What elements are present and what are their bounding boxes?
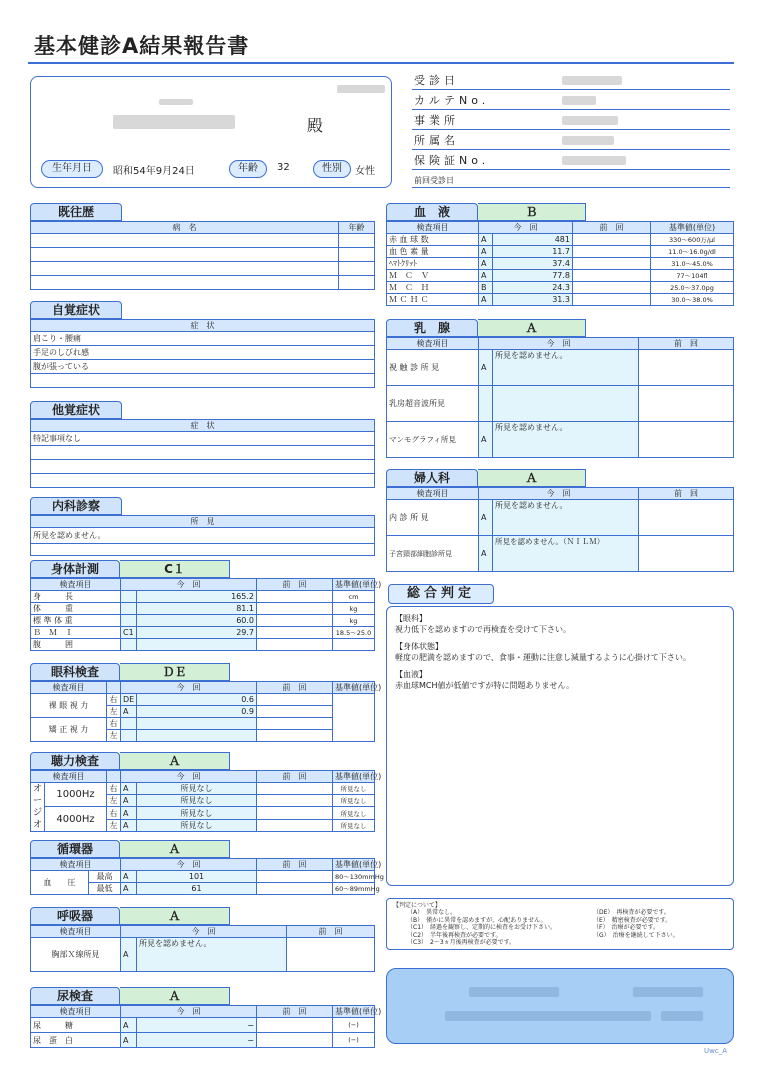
eye-header: 眼科検査 (30, 663, 120, 681)
subjective-table: 症 状 肩こり・腰痛 手足のしびれ感 腹が張っている (30, 319, 375, 388)
table-row: ﾍﾏﾄｸﾘｯﾄ A 37.4 31.0〜45.0% (387, 258, 734, 270)
age-label: 年齢 (229, 160, 267, 178)
list-item: 腹が張っている (31, 360, 375, 374)
table-row: Ｂ Ｍ Ｉ C1 29.7 18.5〜25.0 (31, 627, 375, 639)
table-row: Ｍ Ｃ Ｈ B 24.3 25.0〜37.0pg (387, 282, 734, 294)
history-table: 病 名 年齢 (30, 221, 375, 290)
hearing-header: 聴力検査 (30, 752, 120, 770)
blurred-clinic (469, 987, 559, 997)
honorific: 殿 (307, 116, 324, 135)
eye-table: 検査項目 今 回 前 回 基準値(単位) 裸 眼 視 力 右 DE 0.6 左 A 0.9 矯 正 視 力 右 左 (30, 681, 375, 742)
list-item: 手足のしびれ感 (31, 346, 375, 360)
body-table: 検査項目 今 回 前 回 基準値(単位) 身 長 165.2 cm 体 重 81.1 kg 標 準 体 重 60.0 kg Ｂ Ｍ Ｉ C1 29.7 18.5〜25.0 腹 囲 (30, 578, 375, 651)
urine-grade: Ａ (120, 987, 230, 1005)
table-row: 左 A 所見なし 所見なし (31, 795, 375, 807)
hearing-grade: Ａ (120, 752, 230, 770)
breast-header: 乳 腺 (386, 319, 478, 337)
blurred-address (445, 1011, 651, 1021)
overall-header: 総合判定 (388, 584, 494, 604)
blood-grade: Ｂ (478, 203, 586, 221)
respiratory-grade: Ａ (120, 907, 230, 925)
sex-value: 女性 (355, 166, 375, 177)
body-header: 身体計測 (30, 560, 120, 578)
table-row: Ｍ Ｃ Ｈ Ｃ A 31.3 30.0〜38.0% (387, 294, 734, 306)
table-row: 子宮頸部細胞診所見 A 所見を認めません。（ＮＩＬＭ） (387, 536, 734, 572)
info-row: カルテNo. (412, 92, 730, 110)
respiratory-header: 呼吸器 (30, 907, 120, 925)
table-row: 標 準 体 重 60.0 kg (31, 615, 375, 627)
list-item: 特記事項なし (31, 432, 375, 446)
table-row: 胸部Ｘ線所見 A 所見を認めません。 (31, 938, 375, 972)
overall-notes: 【眼科】 視力低下を認めますので再検査を受けて下さい。 【身体状態】 軽度の肥満を認めますので、食事・運動に注意し減量するように心掛けて下さい。 【血液】 赤血球MCH値が低値ですが特に問題ありません。 (386, 606, 734, 886)
breast-grade: Ａ (478, 319, 586, 337)
blood-table: 検査項目 今 回 前 回 基準値(単位) 赤 血 球 数 A 481 330〜600万/μl 血 色 素 量 A 11.7 11.0〜16.0g/dl ﾍﾏﾄｸﾘｯﾄ A 37.4 31.0〜45.0% Ｍ Ｃ Ｖ A 77.8 77〜104fl Ｍ Ｃ Ｈ B 24.3 25.0〜37.0pg Ｍ Ｃ Ｈ Ｃ A 31.3 30.0〜38.0% (386, 221, 734, 306)
circulation-table: 検査項目 今 回 前 回 基準値(単位) 血 圧 最高 A 101 80〜130mmHg 最低 A 61 60〜89mmHg (30, 858, 375, 895)
info-row: 所属名 (412, 132, 730, 150)
patient-box (30, 76, 392, 188)
blood-header: 血 液 (386, 203, 478, 221)
table-row: 4000Hz 右 A 所見なし 所見なし (31, 807, 375, 820)
grade-legend: 【判定について】 （A） 異常なし。 （B） 僅かに異常を認めますが、心配ありません。 （C1） 経過を観察し、定期的に検査をお受け下さい。 （C2） 半年後再検査が必要です。 （C3） 2〜3ヵ月後再検査が必要です。 （DE） 再検査が必要です。 （E） 精密検査が必要です。 （F） 治療が必要です。 （G） 治療を継続して下さい。 (386, 898, 734, 950)
hearing-table: 検査項目 今 回 前 回 基準値(単位) オージオ 1000Hz 右 A 所見なし 所見なし 左 A 所見なし 所見なし 4000Hz 右 A 所見なし 所見なし 左 A 所見なし 所見なし (30, 770, 375, 832)
gyn-header: 婦人科 (386, 469, 478, 487)
objective-header: 他覚症状 (30, 401, 122, 419)
subjective-header: 自覚症状 (30, 301, 122, 319)
circulation-grade: Ａ (120, 840, 230, 858)
table-row: 左 A 所見なし 所見なし (31, 820, 375, 832)
table-row: 最低 A 61 60〜89mmHg (31, 883, 375, 895)
list-item: 肩こり・腰痛 (31, 332, 375, 346)
gyn-table: 検査項目 今 回 前 回 内 診 所 見 A 所見を認めません。 子宮頸部細胞診所見 A 所見を認めません。（ＮＩＬＭ） (386, 487, 734, 572)
table-row: 視 触 診 所 見 A 所見を認めません。 (387, 350, 734, 386)
table-row: 血 圧 最高 A 101 80〜130mmHg (31, 871, 375, 883)
internal-table: 所 見 所見を認めません。 (30, 515, 375, 556)
blurred-kana (159, 99, 193, 105)
info-row: 前回受診日 (412, 172, 730, 188)
table-row: オージオ 1000Hz 右 A 所見なし 所見なし (31, 783, 375, 795)
form-code: Uwc_A (704, 1047, 727, 1055)
table-row: 赤 血 球 数 A 481 330〜600万/μl (387, 234, 734, 246)
sex-label: 性別 (313, 160, 351, 178)
blurred-name (113, 115, 235, 129)
table-row: Ｍ Ｃ Ｖ A 77.8 77〜104fl (387, 270, 734, 282)
urine-header: 尿検査 (30, 987, 120, 1005)
gyn-grade: Ａ (478, 469, 586, 487)
blurred-id (337, 85, 385, 93)
internal-header: 内科診察 (30, 497, 122, 515)
info-row: 受診日 (412, 72, 730, 90)
body-grade: C１ (120, 560, 230, 578)
table-row: 左 (31, 730, 375, 742)
blurred-address-2 (661, 1011, 703, 1021)
table-row: 乳房超音波所見 (387, 386, 734, 422)
table-row: 矯 正 視 力 右 (31, 718, 375, 730)
urine-table: 検査項目 今 回 前 回 基準値(単位) 尿 糖 A − (−) 尿 蛋 白 A − (−) (30, 1005, 375, 1048)
table-row: 血 色 素 量 A 11.7 11.0〜16.0g/dl (387, 246, 734, 258)
internal-finding: 所見を認めません。 (31, 528, 375, 544)
history-header: 既往歴 (30, 203, 122, 221)
birth-value: 昭和54年9月24日 (113, 166, 195, 177)
table-row: 身 長 165.2 cm (31, 591, 375, 603)
table-row: マンモグラフィ所見 A 所見を認めません。 (387, 422, 734, 458)
report-title: 基本健診A結果報告書 (34, 34, 250, 58)
eye-grade: ＤＥ (120, 663, 230, 681)
respiratory-table: 検査項目 今 回 前 回 胸部Ｘ線所見 A 所見を認めません。 (30, 925, 375, 972)
birth-label: 生年月日 (41, 160, 103, 178)
table-row: 尿 蛋 白 A − (−) (31, 1033, 375, 1048)
breast-table: 検査項目 今 回 前 回 視 触 診 所 見 A 所見を認めません。 乳房超音波所見 マンモグラフィ所見 A 所見を認めません。 (386, 337, 734, 458)
age-value: 32 (277, 162, 290, 173)
circulation-header: 循環器 (30, 840, 120, 858)
info-row: 保険証No. (412, 152, 730, 170)
table-row: 体 重 81.1 kg (31, 603, 375, 615)
blurred-clinic-tel (633, 987, 703, 997)
table-row: 裸 眼 視 力 右 DE 0.6 (31, 694, 375, 706)
table-row: 内 診 所 見 A 所見を認めません。 (387, 500, 734, 536)
table-row: 腹 囲 (31, 639, 375, 651)
table-row: 左 A 0.9 (31, 706, 375, 718)
objective-table: 症 状 特記事項なし (30, 419, 375, 488)
clinic-box (386, 968, 734, 1044)
table-row: 尿 糖 A − (−) (31, 1018, 375, 1033)
audio-label: オージオ (31, 783, 45, 832)
info-row: 事業所 (412, 112, 730, 130)
title-underline (28, 62, 734, 64)
